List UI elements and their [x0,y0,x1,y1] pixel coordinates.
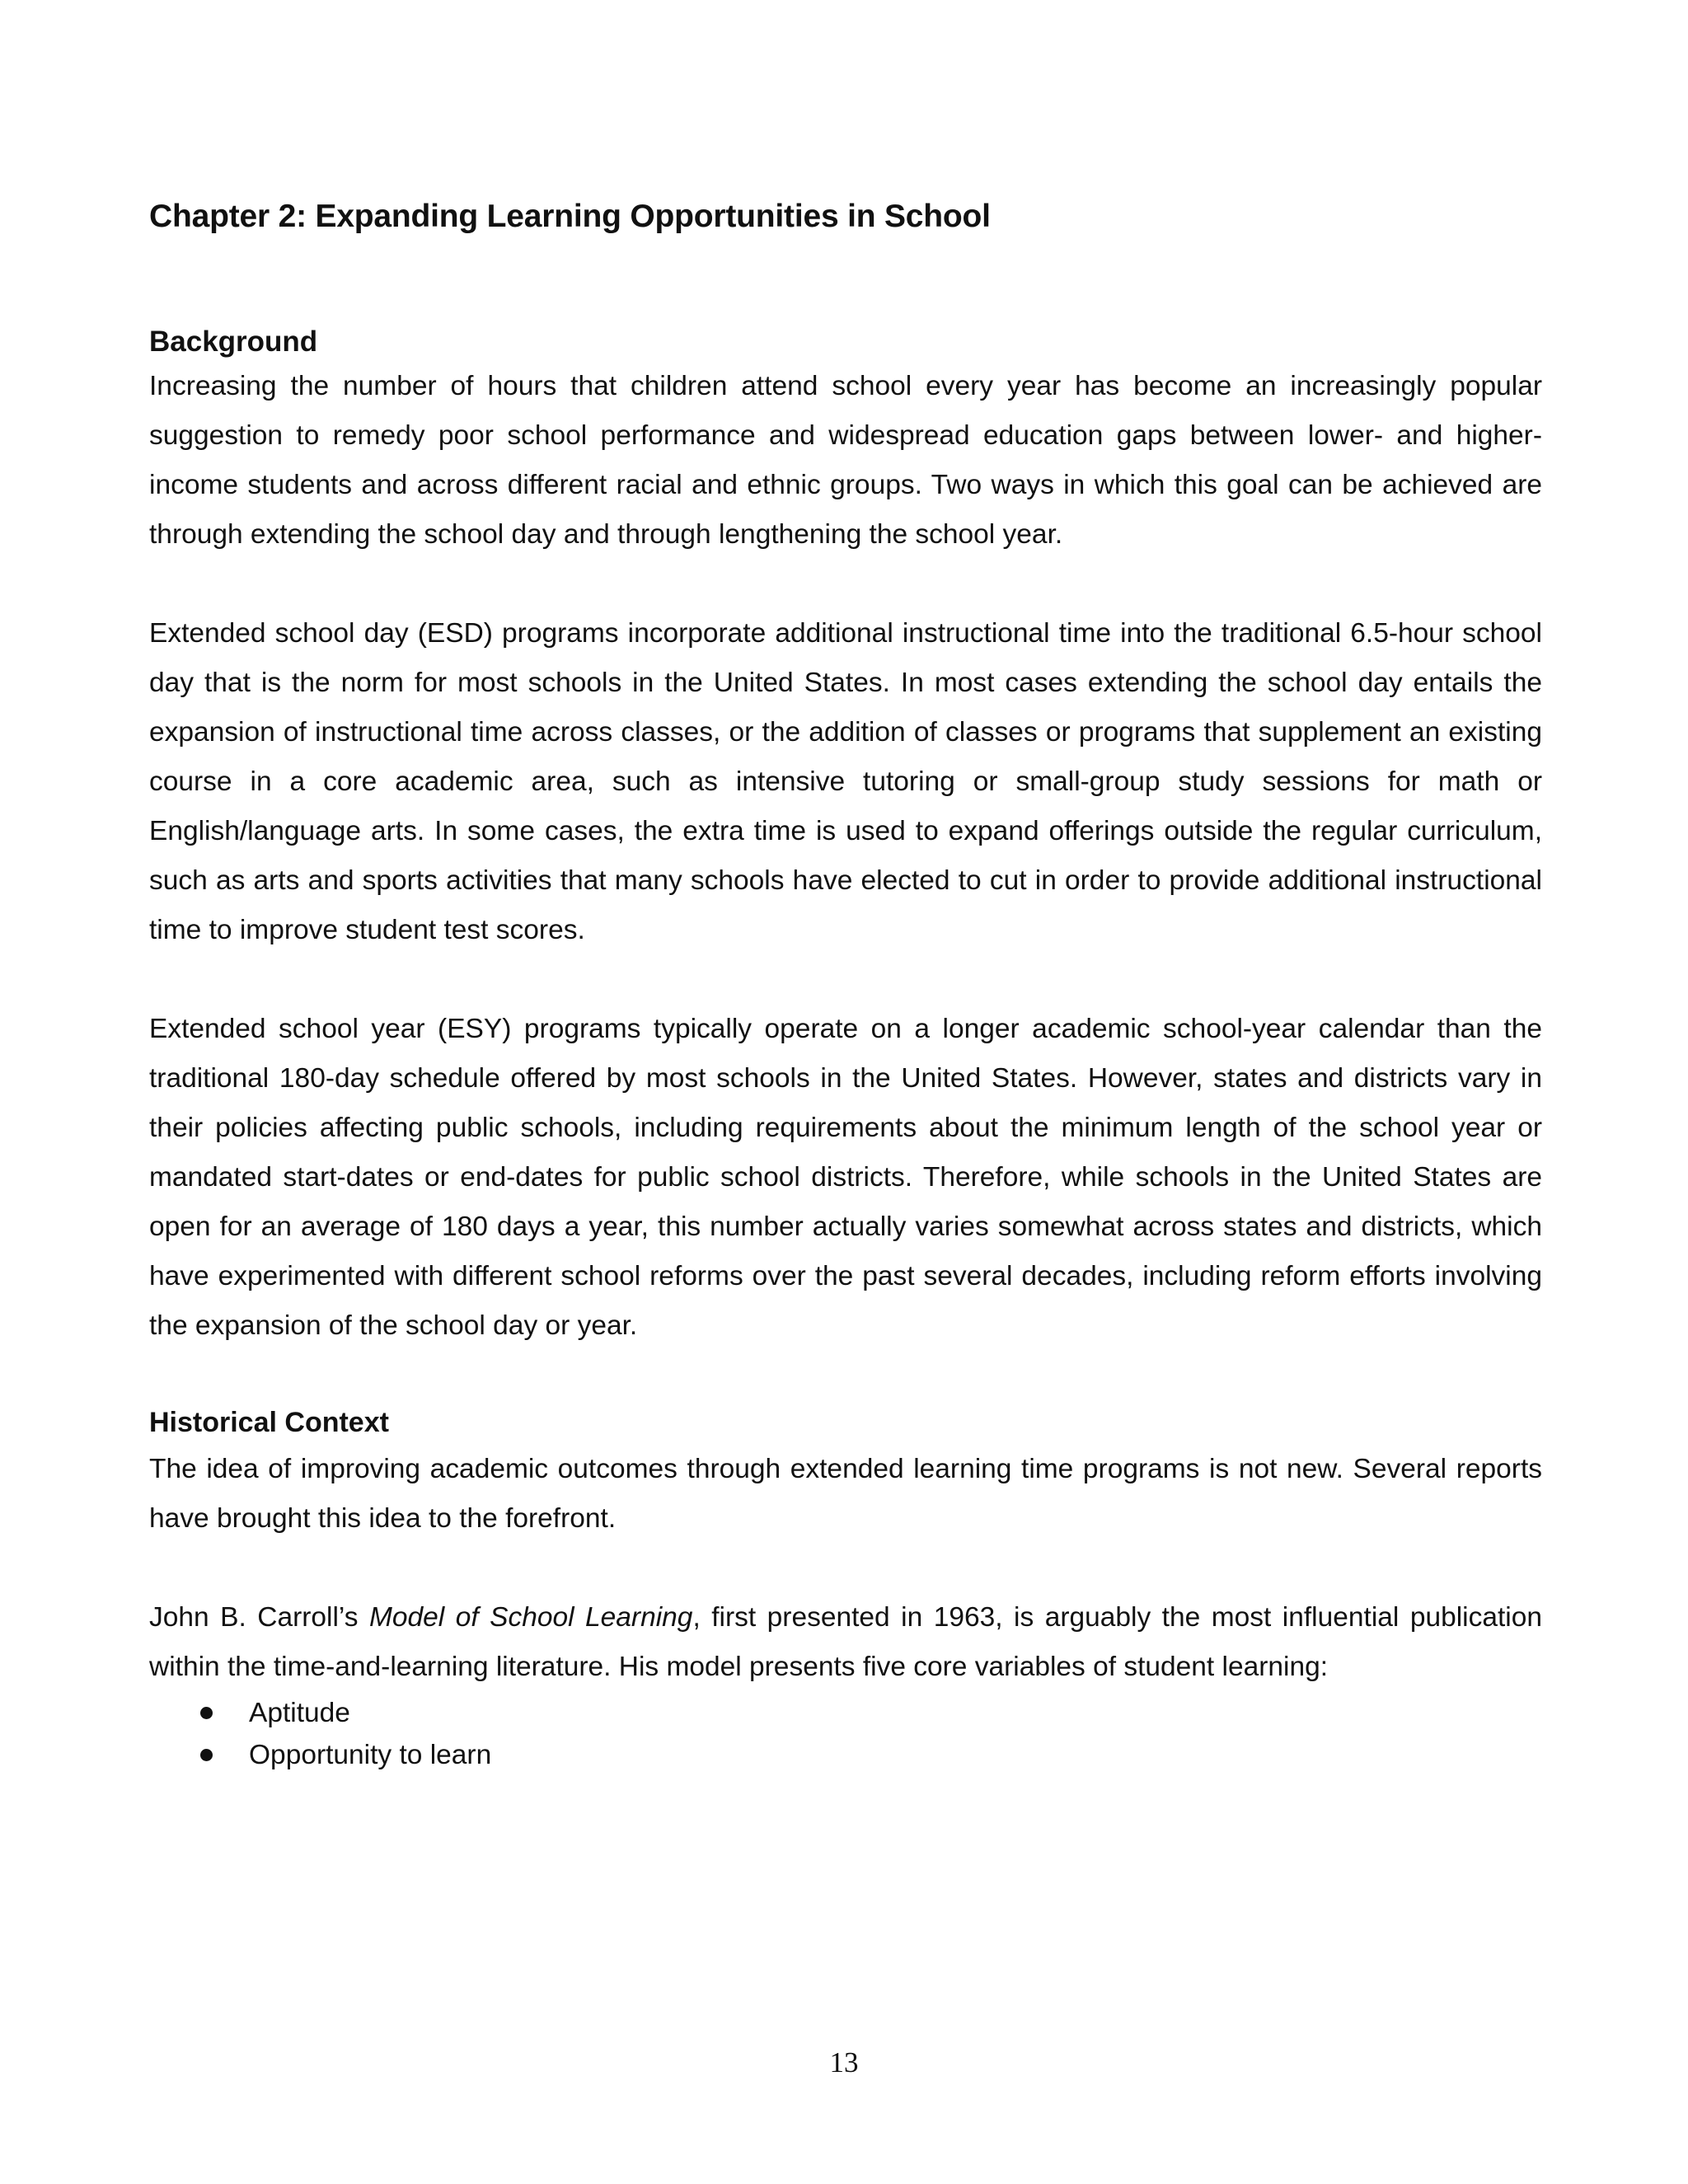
list-item [149,1734,1542,1776]
bullet-icon [200,1707,213,1719]
historical-context-intro: The idea of improving academic outcomes through extended learning time programs is not new. Several reports have brought this idea to the forefront. [149,1454,1542,1535]
list-item-text: Opportunity to learn [249,1740,492,1771]
carroll-book-title: Model of School Learning [368,1602,693,1633]
page-number: 13 [829,2046,859,2079]
chapter-title: Chapter 2: Expanding Learning Opportunities in School [149,199,991,234]
list-item [149,1692,1542,1734]
list-item-text: Aptitude [249,1698,350,1729]
section-heading-background: Background [149,325,318,358]
background-paragraph-3: Extended school year (ESY) programs typically operate on a longer academic school-year calendar than the traditional 180-day schedule offered by most schools in the United States. However, states and districts vary in their policies affecting public schools, including requirements about the minimum length of the school year or mandated start-dates or end-dates for public school districts. Therefore, while schools in the United States are open for an average of 180 days a year, this number actually varies somewhat across states and districts, which have experimented with different school reforms over the past several decades, including reform efforts involving the expansion of the school day or year. [149,1013,1542,1341]
page-content [149,198,1542,1776]
bullet-icon [200,1749,213,1761]
carroll-paragraph [149,1593,1542,1692]
core-variables-list [149,1692,1542,1776]
section-heading-historical-context: Historical Context [149,1406,389,1438]
carroll-text-before: John B. Carroll’s [149,1602,369,1633]
background-paragraph-1: Increasing the number of hours that children attend school every year has become an increasingly popular suggestion to remedy poor school performance and widespread education gaps between lower- and higher- income students and across different racial and ethnic groups. Two ways in which this goal can be achieved are through extending the school day and through lengthening the school year. [149,370,1542,550]
carroll-text-after: , first presented in 1963, is arguably the most influential publication within the time-and-learning literature. His model presents five core variables of student learning: [149,1602,1542,1683]
background-paragraph-2: Extended school day (ESD) programs incorporate additional instructional time into the traditional 6.5-hour school day that is the norm for most schools in the United States. In most cases extending the school day entails the expansion of instructional time across classes, or the addition of classes or programs that supplement an existing course in a core academic area, such as intensive tutoring or small-group study sessions for math or English/language arts. In some cases, the extra time is used to expand offerings outside the regular curriculum, such as arts and sports activities that many schools have elected to cut in order to provide additional instructional time to improve student test scores. [149,617,1542,945]
